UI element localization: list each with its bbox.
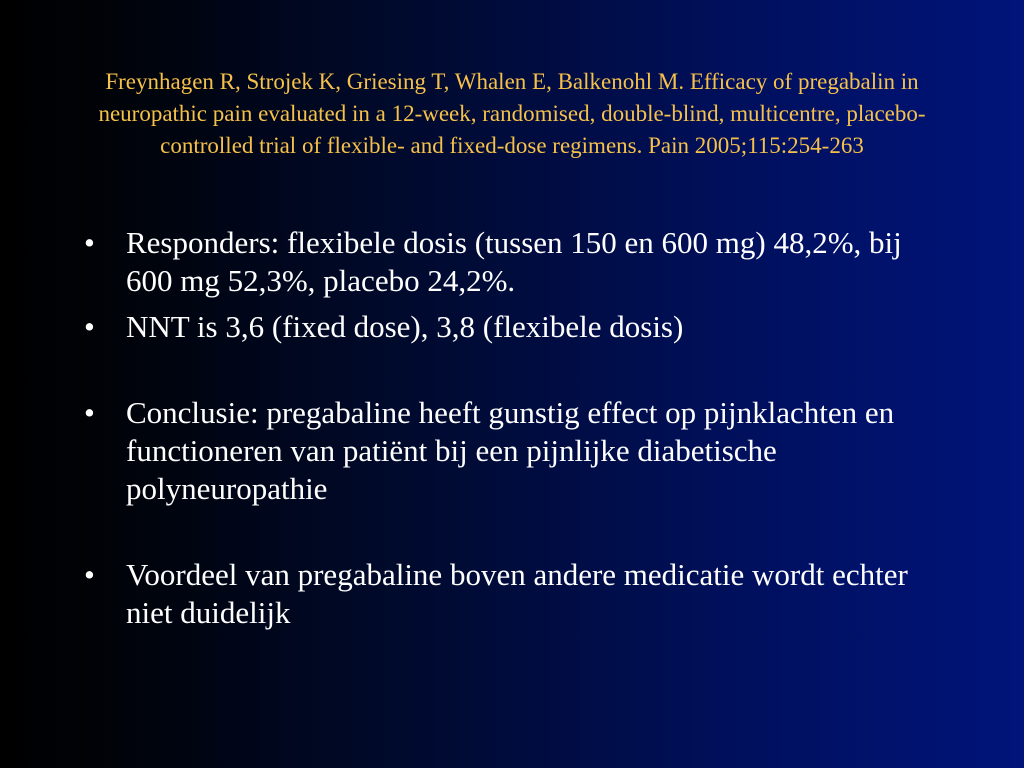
bullet-voordeel [84, 556, 944, 632]
bullet-nnt [84, 308, 944, 346]
slide-title: Freynhagen R, Strojek K, Griesing T, Whalen E, Balkenohl M. Efficacy of pregabalin in neuropathic pain evaluated in a 12-week, randomised, double-blind, multicentre, placebo-controlled trial of flexible- and fixed-dose regimens. Pain 2005;115:254-263 [98, 69, 926, 158]
bullet-icon: • [84, 395, 95, 430]
bullet-icon: • [84, 309, 95, 344]
bullet-text: Voordeel van pregabaline boven andere medicatie wordt echter niet duidelijk [126, 557, 908, 630]
bullet-text: Conclusie: pregabaline heeft gunstig effect op pijnklachten en functioneren van patiënt bij een pijnlijke diabetische polyneuropathie [126, 395, 895, 506]
bullet-conclusie [84, 394, 944, 508]
bullet-icon: • [84, 557, 95, 592]
bullet-icon: • [84, 225, 95, 260]
bullet-text: NNT is 3,6 (fixed dose), 3,8 (flexibele dosis) [126, 309, 684, 344]
bullet-text: Responders: flexibele dosis (tussen 150 en 600 mg) 48,2%, bij 600 mg 52,3%, placebo 24,2%. [126, 225, 902, 298]
bullet-list [84, 224, 944, 632]
bullet-responders [84, 224, 944, 300]
